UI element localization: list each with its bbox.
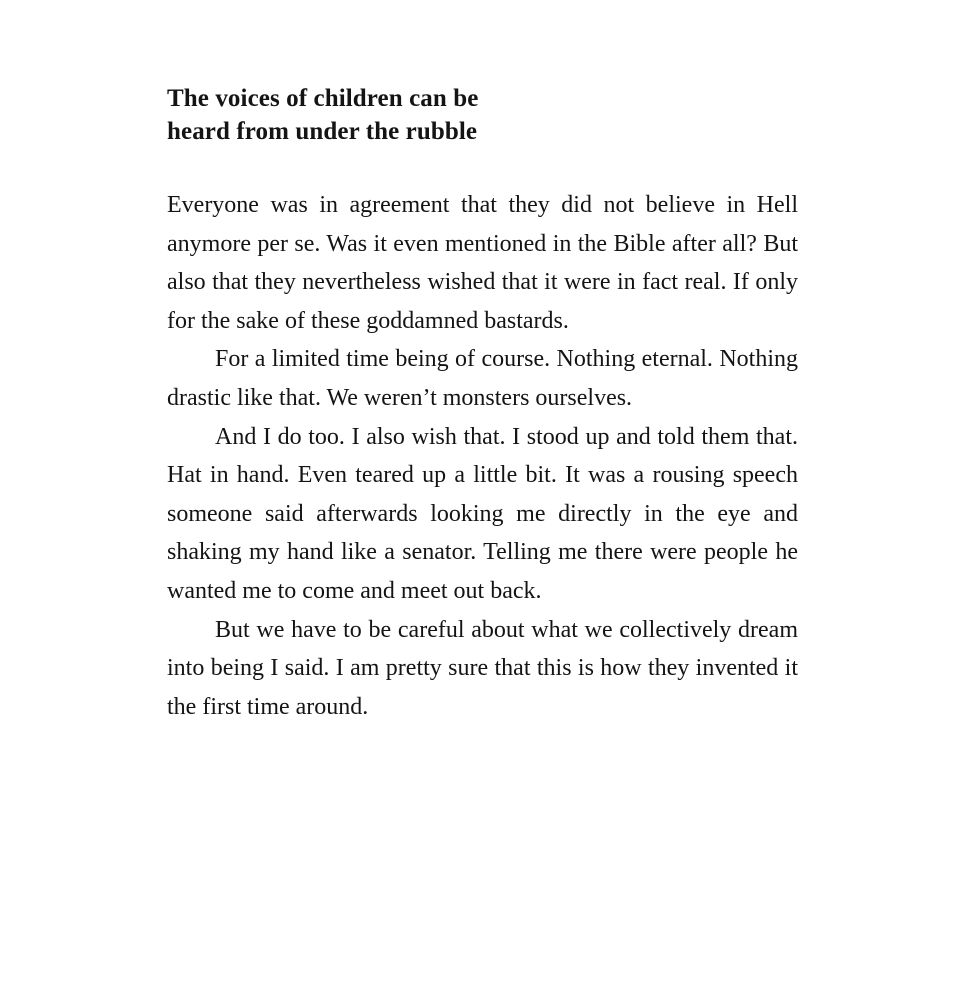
paragraph: And I do too. I also wish that. I stood up and told them that. Hat in hand. Even teared up a little bit. It was a rousing speech someone said afterwards looking me directly in the eye and shaking my hand like a senator. Telling me there were people he wanted me to come and meet out back. (167, 423, 798, 604)
page-title-line-1: The voices of children can be (167, 85, 479, 112)
paragraph: Everyone was in agreement that they did not believe in Hell anymore per se. Was it even mentioned in the Bible after all? But also that they nevertheless wished that it were in fact real. If only for the sake of these goddamned bastards. (167, 192, 798, 334)
paragraph: But we have to be careful about what we collectively dream into being I said. I am pretty sure that this is how they invented it the first time around. (167, 616, 798, 720)
body-text (167, 186, 798, 726)
text-block (167, 82, 798, 726)
page-title (167, 82, 798, 148)
page-title-line-2: heard from under the rubble (167, 118, 478, 145)
paragraph: For a limited time being of course. Nothing eternal. Nothing drastic like that. We weren’t monsters ourselves. (167, 346, 798, 411)
